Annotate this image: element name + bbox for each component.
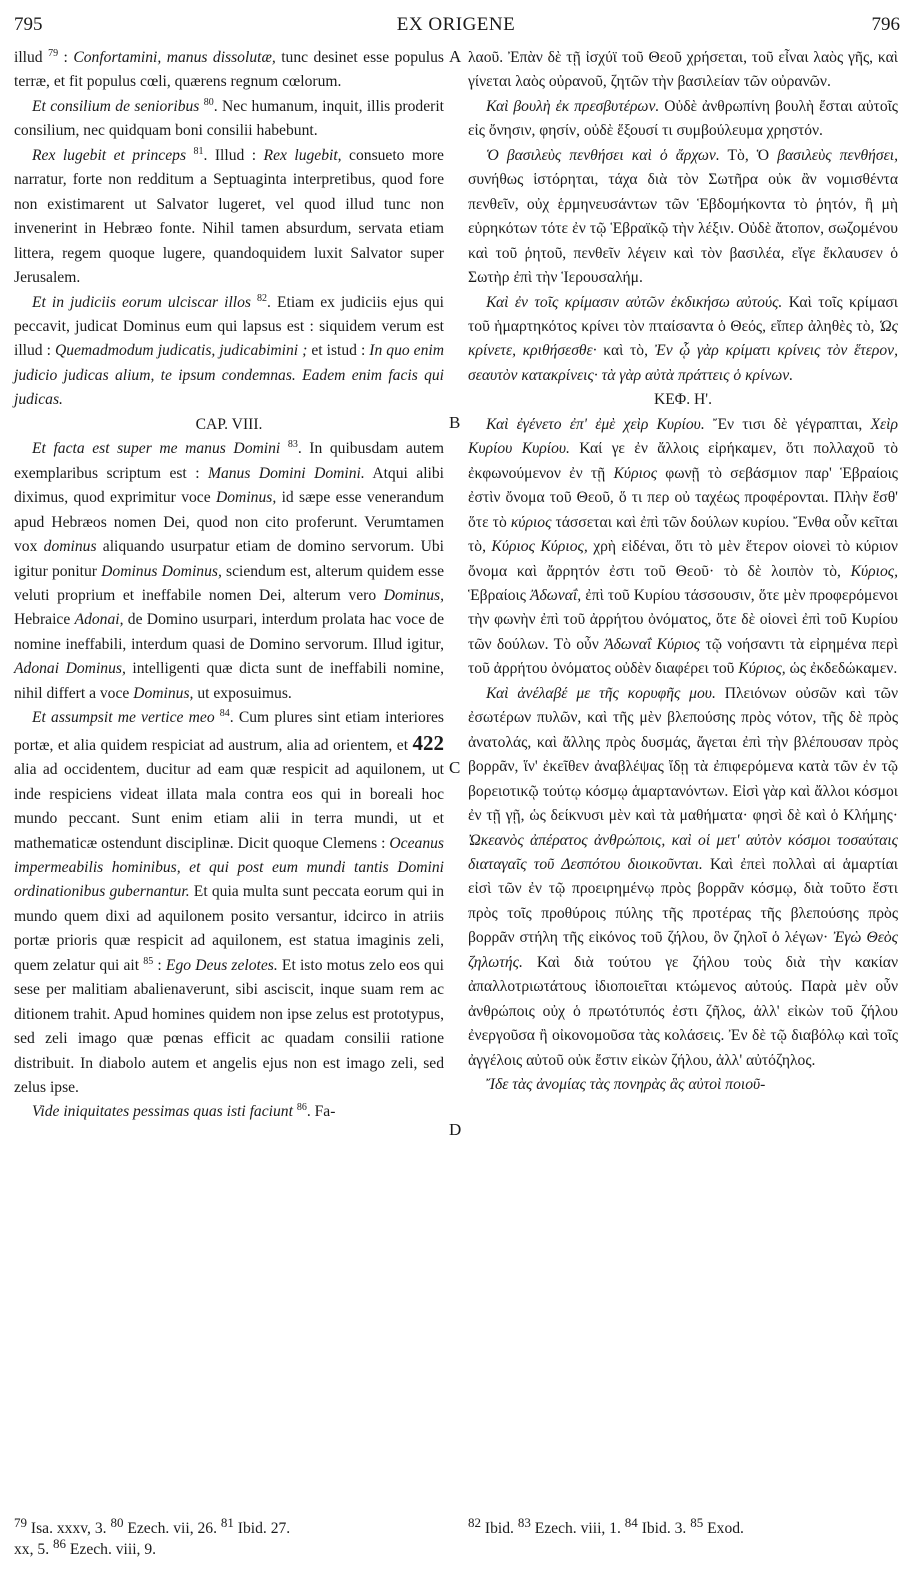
margin-marker-d: D: [449, 1120, 462, 1139]
footnotes-list-continued: $^{82}$ Ibid. $^{83}$ Ezech. viii, 1. $^{84}$ Ibid. 3. $^{85}$ Exod.: [468, 1515, 744, 1538]
greek-column: [468, 46, 898, 1097]
latin-paragraph-7: Vide iniquitates pessimas quas isti faciunt $^{86}$. Fa-: [32, 1102, 336, 1121]
margin-marker-b: B: [449, 413, 461, 432]
chapter-heading-greek: ΚΕΦ. Η'.: [654, 391, 712, 409]
latin-paragraph-2: Et consilium de senioribus $^{80}$. Nec humanum, inquit, illis proderit consilium, nec quidquam boni consilii habebunt.: [14, 96, 444, 140]
greek-paragraph-2: Καὶ βουλὴ ἐκ πρεσβυτέρων. Οὐδὲ ἀνθρωπίνη βουλὴ ἔσται αὐτοῖς εἰς ὄνησιν, φησίν, οὐδὲ ἕξουσί τι συμβούλευμα χρηστόν.: [468, 97, 898, 140]
latin-paragraph-5: Et facta est super me manus Domini $^{83}$. In quibusdam autem exemplaribus scriptum est : Manus Domini Domini. Atqui alibi diximus, quod exprimitur voce Dominus, id sæpe esse venerandum apud Hebræos nomen Dei, quod non cito proferunt. Verumtamen vox dominus aliquando usurpatur etiam de domino servorum. Ubi igitur ponitur Dominus Dominus, sciendum est, alterum quidem esse veluti proprium et ineffabile nomen Dei, alterum vero Dominus, Hebraice Adonai, de Domino usurpari, interdum prolata hac voce de nomine ineffabili, interdum quasi de Domino servorum. Illud igitur, Adonai Dominus, intelligenti quæ dicta sunt de ineffabili nomine, nihil differt a voce Dominus, ut exposuimus.: [14, 439, 445, 702]
latin-column: [14, 46, 444, 1125]
latin-paragraph-6: Et assumpsit me vertice meo $^{84}$. Cum plures sint etiam interiores portæ, et alia quidem respiciat ad austrum, alia ad orientem, et 422 alia ad occidentem, ducitur ad eam quæ respicit ad aquilonem, ut inde respiciens videat illata mala contra eos qui in boreali hoc mundo peccant. Sunt enim etiam alii in terra mundi, ut et mathematicæ ostendunt disciplinæ. Dicit quoque Clemens : Oceanus impermeabilis hominibus, et qui post eum mundi tantis Domini ordinationibus gubernantur. Et quia multa sunt peccata eorum qui in mundo quem dixi ad aquilonem posito versantur, idcirco in atriis portæ prioris quæ respicit ad aquilonem, est statua imaginis zeli, quem zelatur qui ait $^{85}$ : Ego Deus zelotes. Et isto motus zelo eos qui sese per malitiam abalienaverunt, sibi asciscit, inque suam rem ac ditionem trahit. Apud homines quidem non ipse zelus est prototypus, sed zeli imago quæ pœnas efficit ac quadam consilii ratione distribuit. In diabolo autem et angelis ejus non est imago zeli, sed zelus ipse.: [14, 708, 444, 1097]
greek-paragraph-6: Καὶ ἀνέλαβέ με τῆς κορυφῆς μου. Πλειόνων οὐσῶν καὶ τῶν ἐσωτέρων πυλῶν, καὶ τῆς μὲν βλεπούσης πρὸς νότον, τῆς δὲ πρὸς ἀνατολάς, καὶ ἄλλης πρὸς δυσμάς, ἄγεται ἐπὶ τὴν βλέπουσαν πρὸς βορρᾶν, ἵν' ἐκεῖθεν ἀναβλέψας ἴδῃ τὰ ἐπιφερόμενα κατὰ τῶν ἐν τῷ βορειοτικῷ τούτῳ κόσμῳ ἁμαρτανόντων. Εἰσὶ γὰρ καὶ ἄλλοι κόσμοι ἐν τῇ γῇ, ὡς δείκνυσι μὲν καὶ τὰ μαθήματα· φησὶ δὲ καὶ ὁ Κλήμης· Ὠκεανὸς ἀπέρατος ἀνθρώποις, καὶ οἱ μετ' αὐτὸν κόσμοι τοσαύταις διαταγαῖς τοῦ Δεσπότου διοικοῦνται. Καὶ ἐπεὶ πολλαὶ αἱ ἁμαρτίαι εἰσὶ τῶν ἐν τῷ προειρημένῳ πρὸς βορρᾶν κόσμῳ, διὰ τοῦτο ἔστι πρὸς τοῖς προθύροις πύλης τῆς προτέρας τῆς βλεπούσης πρὸς βορρᾶν στήλη τῆς εἰκόνος τοῦ ζήλου, ὃν ζηλοῖ ὁ λέγων· Ἐγὼ Θεὸς ζηλωτής. Καὶ διὰ τούτου γε ζήλου τοὺς διὰ τὴν κακίαν ἀπαλλοτριωτάτους ἰδιοποιεῖται κτώμενος αὐτούς. Παρὰ μὲν οὖν ἀνθρώποις οὐχ ὁ πρωτότυπός ἐστι ζῆλος, ἀλλ' εἰκὼν τοῦ ζήλου ἐνεργοῦσα ἢ οἰκονομοῦσα τὰς κολάσεις. Ἐν δὲ τῷ διαβόλῳ καὶ τοῖς ἀγγέλοις αὐτοῦ οὐκ ἔστιν εἰκὼν ζήλου, ἀλλ' αὐτόζηλος.: [468, 684, 898, 1069]
greek-paragraph-4: Καὶ ἐν τοῖς κρίμασιν αὐτῶν ἐκδικήσω αὐτούς. Καὶ τοῖς κρίμασι τοῦ ἡμαρτηκότος κρίνει τὸν πταίσαντα ὁ Θεός, εἴπερ ἀληθὲς τὸ, Ὡς κρίνετε, κριθήσεσθε· καὶ τὸ, Ἐν ᾧ γὰρ κρίματι κρίνεις τὸν ἕτερον, σεαυτὸν κατακρίνεις· τὰ γὰρ αὐτὰ πράττεις ὁ κρίνων.: [468, 293, 898, 384]
greek-paragraph-1: λαοῦ. Ἐπὰν δὲ τῇ ἰσχύϊ τοῦ Θεοῦ χρήσεται, τοῦ εἶναι λαὸς γῆς, καὶ γίνεται λαὸς οὐρανοῦ, ζητῶν τὴν βασιλείαν τῶν οὐρανῶν.: [468, 49, 898, 91]
footnotes-line-2: xx, 5. $^{86}$ Ezech. viii, 9.: [14, 1536, 157, 1559]
latin-paragraph-3: Rex lugebit et princeps $^{81}$. Illud : Rex lugebit, consueto more narratur, forte non redditum a Septuaginta interpretibus, quod fore non existimarent ut Salvator lugeret, vel quod illud tunc non invenerint in Hebræo fonte. Nihil tamen absurdum, servata etiam littera, regem quoque lugere, quandoquidem luxit Salvator super Jerusalem.: [14, 145, 444, 287]
running-title: EX ORIGENE: [396, 14, 516, 35]
latin-paragraph-4: Et in judiciis eorum ulciscar illos $^{82}$. Etiam ex judiciis ejus qui peccavit, judicat Dominus eum qui lapsus est : siquidem verum est illud : Quemadmodum judicatis, judicabimini ; et istud : In quo enim judicio judicas alium, te ipsum condemnas. Eadem enim facis qui judicas.: [14, 292, 444, 409]
chapter-heading-latin: CAP. VIII.: [195, 415, 263, 433]
margin-marker-a: A: [449, 47, 462, 66]
greek-paragraph-5: Καὶ ἐγένετο ἐπ' ἐμὲ χεὶρ Κυρίου. Ἔν τισι δὲ γέγραπται, Χεὶρ Κυρίου Κυρίου. Καί γε ἐν ἄλλοις εἰρήκαμεν, ὅτι πολλαχοῦ τὸ ἐκφωνούμενον ἐν τῇ Κύριος φωνῇ τὸ σεβάσμιον παρ' Ἑβραίοις ἐστὶν ὄνομα τοῦ Θεοῦ, ὅ τι περ οὐ ταχέως προφέρονται. Πλὴν ἔσθ' ὅτε τὸ κύριος τάσσεται καὶ ἐπὶ τῶν δούλων κυρίου. Ἔνθα οὖν κεῖται τὸ, Κύριος Κύριος, χρὴ εἰδέναι, ὅτι τὸ μὲν ἕτερον οἱονεὶ τὸ κύριον ὄνομα καὶ ἄρρητόν ἐστι τοῦ Θεοῦ· τὸ δὲ λοιπὸν τὸ, Κύριος, Ἑβραίοις Ἀδωναΐ, ἐπὶ τοῦ Κυρίου τάσσουσιν, ὅτε μὲν προφερόμενοι τὴν φωνὴν ἐπὶ τοῦ ἀρρήτου ὀνόματος, ὅτε δὲ οἱονεὶ ἐπὶ τοῦ Κυρίου τῶν δούλων. Τὸ οὖν Ἀδωναΐ Κύριος τῷ νοήσαντι τὰ εἰρημένα περὶ τοῦ ἀρρήτου ὀνόματος οὐδὲν διαφέρει τοῦ Κύριος, ὡς ἐκδεδώκαμεν.: [468, 415, 898, 678]
page-number-left: 795: [14, 14, 43, 35]
margin-marker-c: C: [449, 758, 461, 777]
greek-paragraph-7: Ἴδε τὰς ἀνομίας τὰς πονηρὰς ἃς αὐτοὶ ποιοῦ-: [486, 1076, 766, 1094]
page-number-right: 796: [871, 14, 900, 35]
column-number: 422: [412, 730, 444, 755]
latin-paragraph-1: illud $^{79}$ : Confortamini, manus dissolutæ, tunc desinet esse populus terræ, et fit populus cœli, quærens regnum cœlorum.: [14, 47, 444, 91]
footnote-ref: 79: [48, 47, 59, 59]
footnotes-list: $^{79}$ Isa. xxxv, 3. $^{80}$ Ezech. vii, 26. $^{81}$ Ibid. 27.: [14, 1515, 291, 1538]
page-header: [0, 0, 912, 40]
greek-paragraph-3: Ὁ βασιλεὺς πενθήσει καὶ ὁ ἄρχων. Τὸ, Ὁ βασιλεὺς πενθήσει, συνήθως ἱστόρηται, τάχα διὰ τὸν Σωτῆρα οὐκ ἂν νομισθέντα πενθεῖν, οὐχ ἑρμηνευσάντων τῶν Ἑβδομήκοντα τὸ ῥητόν, ἢ μὴ εὑρηκότων τότε ἐν τῷ Ἑβραϊκῷ τὴν λέξιν. Οὐδὲ ἄτοπον, σωζομένου καὶ τοῦ ῥητοῦ, πενθεῖν λέγειν καὶ τὸν βασιλέα, εἴγε ἔκλαυσεν ὁ Σωτὴρ ἐπὶ τὴν Ἱερουσαλήμ.: [468, 146, 898, 287]
